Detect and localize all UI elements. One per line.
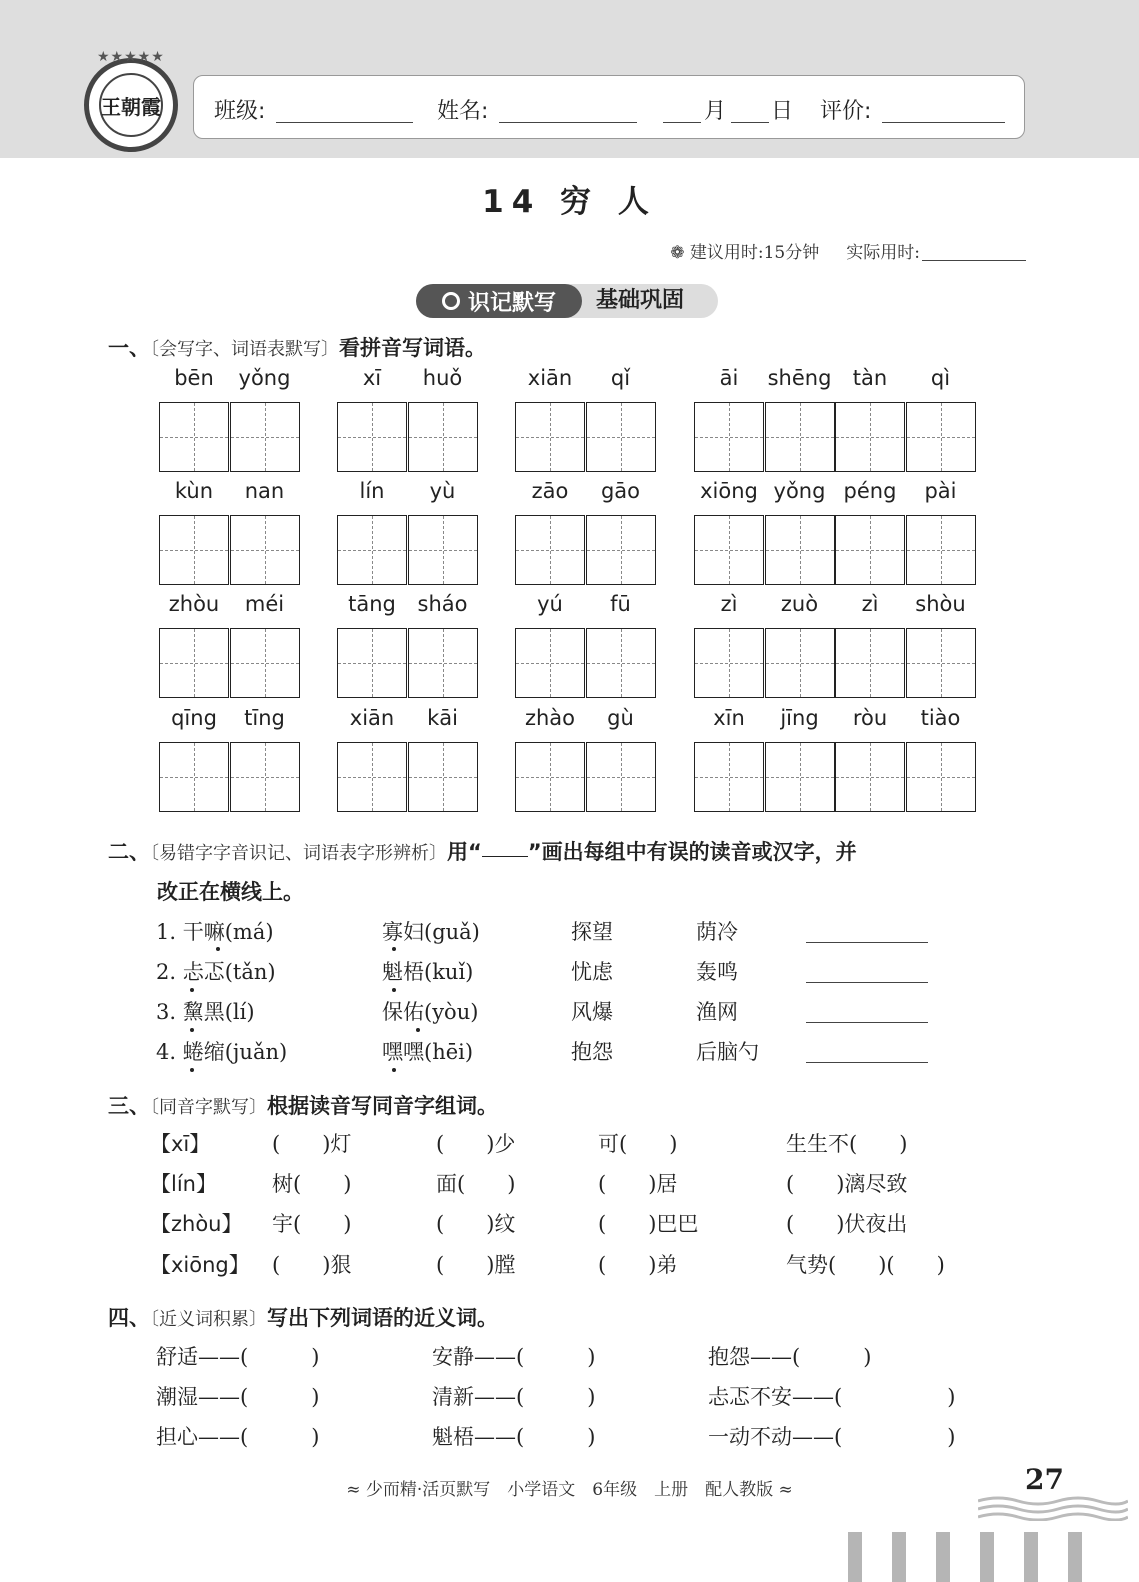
fill-blank-item[interactable]: ( )居 [598, 1172, 678, 1196]
underline-sample [482, 856, 528, 857]
pinyin-label: lín [359, 479, 385, 503]
q2-item: 抱怨 [571, 1040, 613, 1064]
writing-box[interactable] [159, 515, 229, 585]
writing-box[interactable] [586, 402, 656, 472]
answer-line[interactable] [806, 982, 928, 983]
pinyin-label: qīng [171, 706, 217, 730]
medal-icon [442, 292, 460, 310]
writing-box[interactable] [159, 628, 229, 698]
pinyin-label: xī [362, 366, 382, 390]
pinyin-label: péng [843, 479, 897, 503]
emphasis-dot [190, 1068, 194, 1072]
writing-box[interactable] [515, 515, 585, 585]
writing-box[interactable] [835, 628, 905, 698]
q2-item: 2. 忐忑(tǎn) [156, 960, 276, 984]
q2-item: 嘿嘿(hēi) [382, 1040, 474, 1064]
q2-item: 轰鸣 [696, 960, 738, 984]
writing-box[interactable] [408, 515, 478, 585]
pinyin-label: gù [607, 706, 634, 730]
pinyin-key: 【zhòu】 [150, 1212, 243, 1236]
class-label: 班级: [214, 99, 266, 124]
synonym-item[interactable]: 担心——( ) [156, 1425, 320, 1449]
writing-box[interactable] [694, 742, 764, 812]
writing-box[interactable] [337, 402, 407, 472]
day-field[interactable] [731, 122, 769, 123]
writing-box[interactable] [408, 628, 478, 698]
stripe [1024, 1532, 1038, 1582]
writing-box[interactable] [835, 515, 905, 585]
q2-number: 二、 [108, 840, 150, 864]
synonym-item[interactable]: 潮湿——( ) [156, 1385, 320, 1409]
emphasis-dot [216, 947, 220, 951]
wave-decoration-icon [978, 1493, 1128, 1521]
pinyin-label: tàn [852, 366, 888, 390]
writing-box[interactable] [694, 628, 764, 698]
timer-icon: ❁ [670, 243, 685, 263]
fill-blank-item[interactable]: ( )膛 [436, 1253, 516, 1277]
q3-heading [108, 1090, 498, 1120]
synonym-item[interactable]: 舒适——( ) [156, 1345, 320, 1369]
pinyin-label: zuò [780, 592, 819, 616]
actual-time-field[interactable] [922, 260, 1026, 261]
pinyin-label: xiān [349, 706, 395, 730]
pinyin-label: yù [429, 479, 456, 503]
writing-box[interactable] [230, 628, 300, 698]
rating-label: 评价: [820, 99, 872, 124]
fill-blank-item[interactable]: 宇( ) [272, 1212, 352, 1236]
stripe [980, 1532, 994, 1582]
q3-number: 三、 [108, 1094, 150, 1118]
pinyin-label: xiōng [700, 479, 758, 503]
writing-box[interactable] [230, 515, 300, 585]
writing-box[interactable] [586, 515, 656, 585]
q1-number: 一、 [108, 336, 150, 360]
writing-box[interactable] [586, 742, 656, 812]
pinyin-key: 【xī】 [150, 1132, 211, 1156]
fill-blank-item[interactable]: 生生不( ) [786, 1132, 908, 1156]
pinyin-label: méi [244, 592, 285, 616]
q2-item: 忧虑 [571, 960, 613, 984]
stripe [892, 1532, 906, 1582]
emphasis-dot [190, 1028, 194, 1032]
pinyin-label: tāng [348, 592, 396, 616]
emphasis-dot [190, 988, 194, 992]
answer-line[interactable] [806, 1062, 928, 1063]
name-label: 姓名: [437, 99, 489, 124]
footer-text: ≈ 少而精·活页默写 小学语文 6年级 上册 配人教版 ≈ [346, 1480, 793, 1500]
q2-item: 寡妇(guǎ) [382, 920, 480, 944]
q2-item: 1. 干嘛(má) [156, 920, 274, 944]
q3-instruction: 根据读音写同音字组词。 [267, 1094, 498, 1118]
fill-blank-item[interactable]: 树( ) [272, 1172, 352, 1196]
q2-item: 4. 蜷缩(juǎn) [156, 1040, 288, 1064]
writing-box[interactable] [337, 515, 407, 585]
writing-box[interactable] [906, 742, 976, 812]
q2-item: 3. 黧黑(lí) [156, 1000, 255, 1024]
q2-item: 渔网 [696, 1000, 738, 1024]
writing-box[interactable] [337, 742, 407, 812]
class-field[interactable] [276, 122, 413, 123]
fill-blank-item[interactable]: 面( ) [436, 1172, 516, 1196]
pinyin-label: gāo [600, 479, 641, 503]
pinyin-label: yǒng [773, 479, 826, 503]
emphasis-dot [416, 1028, 420, 1032]
suggested-time: 建议用时:15分钟 [689, 243, 820, 263]
q2-item: 魁梧(kuǐ) [382, 960, 474, 984]
writing-box[interactable] [159, 742, 229, 812]
writing-box[interactable] [765, 515, 835, 585]
writing-box[interactable] [230, 402, 300, 472]
emphasis-dot [392, 947, 396, 951]
fill-blank-item[interactable]: ( )灯 [272, 1132, 352, 1156]
q2-tag: 〔易错字字音识记、词语表字形辨析〕 [150, 843, 447, 864]
fill-blank-item[interactable]: ( )伏夜出 [786, 1212, 908, 1236]
answer-line[interactable] [806, 942, 928, 943]
page-number: 27 [1025, 1463, 1064, 1496]
time-row [670, 238, 1026, 263]
stripe [848, 1532, 862, 1582]
badge-primary [416, 284, 582, 318]
q4-tag: 〔近义词积累〕 [150, 1309, 267, 1330]
pinyin-label: zhòu [168, 592, 220, 616]
pinyin-label: qì [930, 366, 951, 390]
synonym-item[interactable]: 一动不动——( ) [708, 1425, 956, 1449]
writing-box[interactable] [159, 402, 229, 472]
pinyin-label: huǒ [422, 366, 463, 390]
synonym-item[interactable]: 忐忑不安——( ) [708, 1385, 956, 1409]
brand-logo [84, 49, 178, 152]
writing-box[interactable] [515, 402, 585, 472]
pinyin-label: nan [244, 479, 285, 503]
q2-item: 保佑(yòu) [382, 1000, 479, 1024]
name-field[interactable] [499, 122, 637, 123]
q2-item: 后脑勺 [696, 1040, 759, 1064]
pinyin-label: ròu [852, 706, 888, 730]
stripe [936, 1532, 950, 1582]
pinyin-label: zāo [531, 479, 569, 503]
pinyin-label: zì [861, 592, 879, 616]
answer-line[interactable] [806, 1022, 928, 1023]
pinyin-label: āi [719, 366, 739, 390]
q2-item: 荫冷 [696, 920, 738, 944]
fill-blank-item[interactable]: ( )少 [436, 1132, 516, 1156]
pinyin-label: shòu [915, 592, 966, 616]
pinyin-label: qǐ [610, 366, 631, 390]
q2-instruction-b: ”画出每组中有误的读音或汉字，并 [527, 840, 857, 864]
synonym-item[interactable]: 抱怨——( ) [708, 1345, 872, 1369]
q2-item: 风爆 [571, 1000, 613, 1024]
month-label: 月 [704, 99, 727, 124]
writing-box[interactable] [765, 402, 835, 472]
pinyin-label: shēng [767, 366, 832, 390]
fill-blank-item[interactable]: 可( ) [598, 1132, 678, 1156]
writing-box[interactable] [337, 628, 407, 698]
emphasis-dot [392, 1068, 396, 1072]
pinyin-label: tīng [244, 706, 285, 730]
q1-instruction: 看拼音写词语。 [339, 336, 486, 360]
day-label: 日 [771, 99, 794, 124]
pinyin-key: 【lín】 [150, 1172, 217, 1196]
q3-tag: 〔同音字默写〕 [150, 1097, 267, 1118]
fill-blank-item[interactable]: 气势( )( ) [786, 1253, 945, 1277]
writing-box[interactable] [906, 515, 976, 585]
writing-box[interactable] [694, 515, 764, 585]
pinyin-label: zì [720, 592, 738, 616]
writing-box[interactable] [515, 628, 585, 698]
pinyin-label: tiào [920, 706, 961, 730]
q2-item: 探望 [571, 920, 613, 944]
q2-instruction-a: 用“ [447, 840, 482, 864]
pinyin-label: yǒng [238, 366, 291, 390]
writing-box[interactable] [230, 742, 300, 812]
writing-box[interactable] [765, 628, 835, 698]
writing-box[interactable] [515, 742, 585, 812]
writing-box[interactable] [408, 742, 478, 812]
writing-box[interactable] [408, 402, 478, 472]
writing-box[interactable] [765, 742, 835, 812]
writing-box[interactable] [906, 628, 976, 698]
synonym-item[interactable]: 清新——( ) [432, 1385, 596, 1409]
pinyin-label: kùn [174, 479, 214, 503]
fill-blank-item[interactable]: ( )漓尽致 [786, 1172, 908, 1196]
rating-field[interactable] [882, 122, 1005, 123]
pinyin-label: xiān [527, 366, 573, 390]
fill-blank-item[interactable]: ( )弟 [598, 1253, 678, 1277]
student-info-box [193, 75, 1025, 139]
lesson-title: 14 穷 人 [482, 184, 657, 220]
pinyin-label: jīng [780, 706, 819, 730]
pinyin-label: fū [610, 592, 631, 616]
writing-box[interactable] [835, 402, 905, 472]
q1-tag: 〔会写字、词语表默写〕 [150, 339, 339, 360]
badge-secondary-label: 基础巩固 [596, 288, 685, 313]
section-badge [416, 284, 718, 318]
logo-text: 王朝霞 [99, 73, 163, 137]
fill-blank-item[interactable]: ( )狠 [272, 1253, 352, 1277]
synonym-item[interactable]: 魁梧——( ) [432, 1425, 596, 1449]
pinyin-label: pài [924, 479, 957, 503]
pinyin-label: bēn [174, 366, 214, 390]
writing-box[interactable] [906, 402, 976, 472]
q1-heading [108, 332, 486, 362]
fill-blank-item[interactable]: ( )纹 [436, 1212, 516, 1236]
writing-box[interactable] [694, 402, 764, 472]
q2-heading [108, 836, 857, 866]
badge-primary-label: 识记默写 [467, 290, 556, 316]
pinyin-label: kāi [427, 706, 458, 730]
pinyin-key: 【xiōng】 [150, 1253, 250, 1277]
q4-heading [108, 1302, 498, 1332]
pinyin-label: xīn [713, 706, 745, 730]
pinyin-label: yú [537, 592, 563, 616]
pinyin-label: zhào [524, 706, 576, 730]
q4-instruction: 写出下列词语的近义词。 [267, 1306, 498, 1330]
writing-box[interactable] [586, 628, 656, 698]
fill-blank-item[interactable]: ( )巴巴 [598, 1212, 699, 1236]
month-field[interactable] [663, 122, 701, 123]
q4-number: 四、 [108, 1306, 150, 1330]
stars-icon: ★★★★★ [97, 49, 165, 65]
writing-box[interactable] [835, 742, 905, 812]
q2-instruction-c: 改正在横线上。 [157, 880, 304, 904]
emphasis-dot [392, 988, 396, 992]
synonym-item[interactable]: 安静——( ) [432, 1345, 596, 1369]
actual-time-label: 实际用时: [846, 243, 920, 263]
stripe [1068, 1532, 1082, 1582]
pinyin-label: sháo [417, 592, 468, 616]
